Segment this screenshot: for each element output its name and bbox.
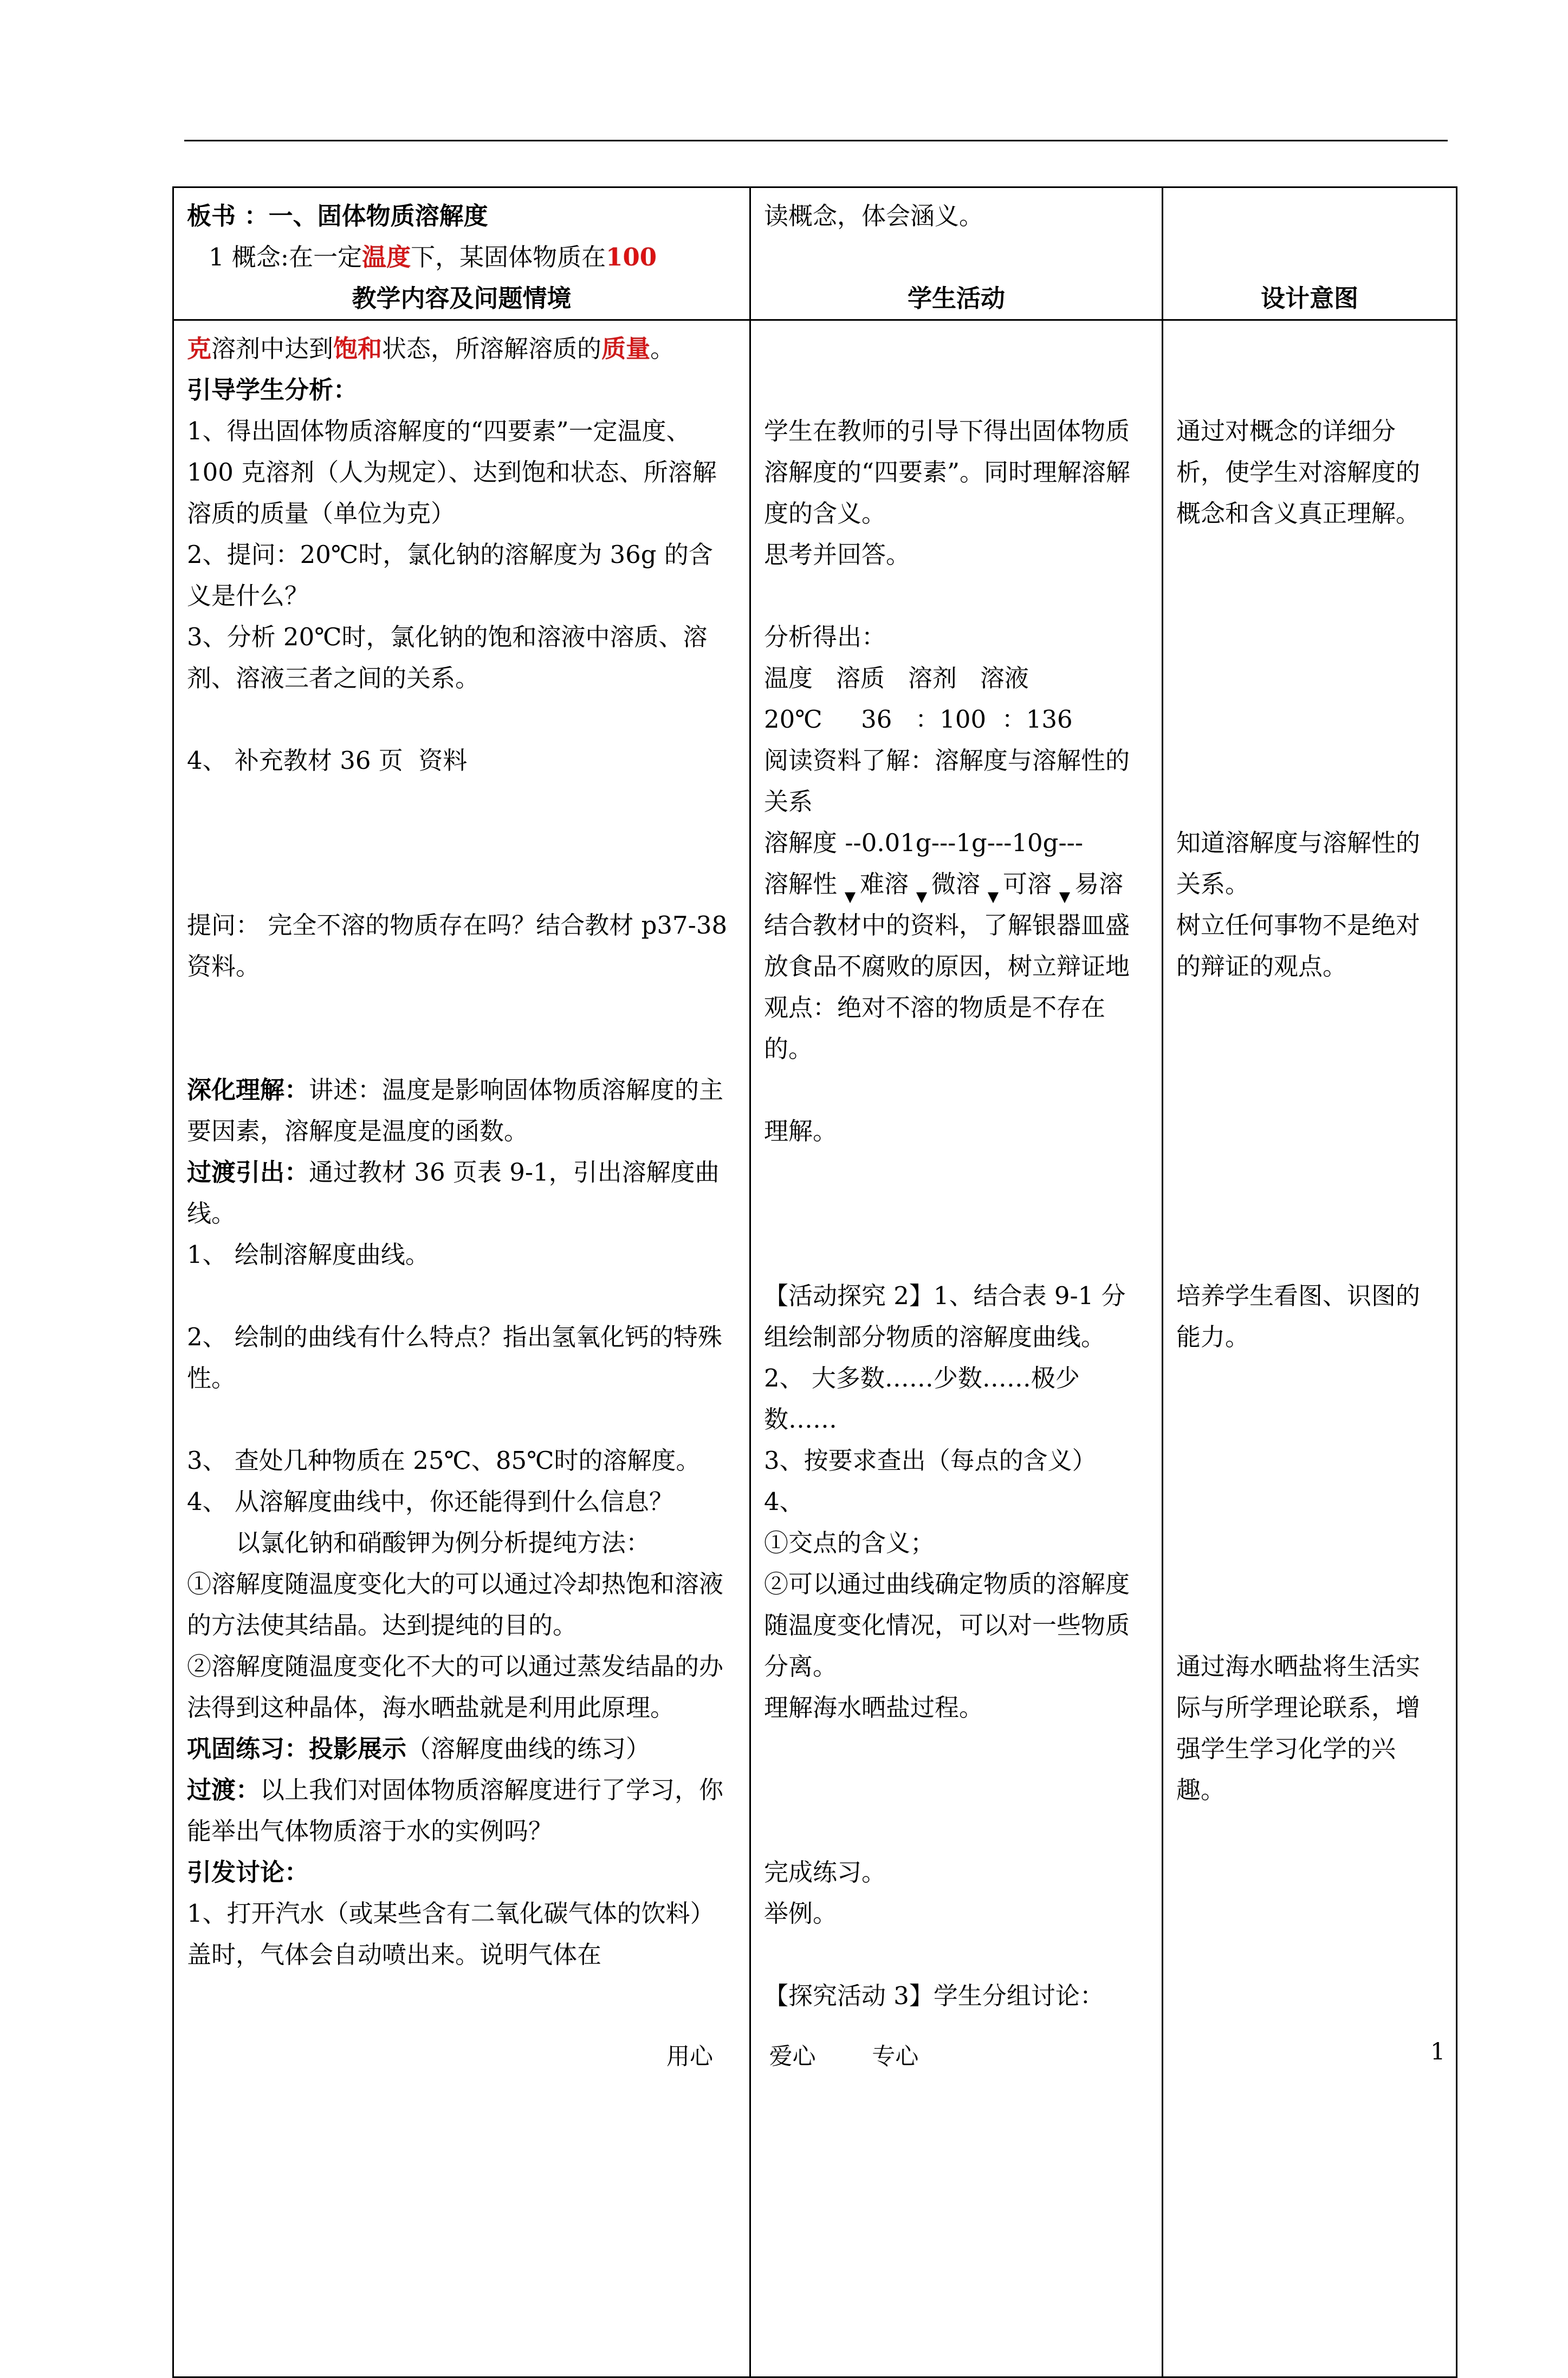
arrow-down-icon	[988, 892, 999, 903]
intent-4: 培养学生看图、识图的能力。	[1176, 1281, 1421, 1351]
ratio-value-row: 20℃ 36 ：100 ：136	[764, 705, 1073, 734]
guide-item-3: 3、分析 20℃时，氯化钠的饱和溶液中溶质、溶剂、溶液三者之间的关系。	[187, 623, 708, 692]
header-cell-content	[173, 187, 750, 320]
ratio-header-row: 温度 溶质 溶剂 溶液	[764, 664, 1029, 692]
discussion-text: 1、打开汽水（或某些含有二氧化碳气体的饮料）盖时，气体会自动喷出来。说明气体在	[187, 1899, 715, 1969]
guide-item-2: 2、提问：20℃时，氯化钠的溶解度为 36g 的含义是什么？	[187, 540, 713, 610]
discussion-title: 引发讨论：	[187, 1858, 309, 1887]
header-rule	[184, 140, 1448, 141]
page-footer	[666, 2038, 967, 2071]
concept-line: 1 概念:在一定温度下，某固体物质在100	[209, 243, 657, 271]
activity-15: 举例。	[764, 1899, 838, 1928]
board-title: 板书 ：一、固体物质溶解度	[187, 202, 488, 230]
method-1: ①溶解度随温度变化大的可以通过冷却热饱和溶液的方法使其结晶。达到提纯的目的。	[187, 1570, 724, 1640]
guide-item-4: 4、 补充教材 36 页 资料	[187, 746, 468, 775]
method-intro: 以氯化钠和硝酸钾为例分析提纯方法：	[236, 1528, 651, 1557]
method-2: ②溶解度随温度变化不大的可以通过蒸发结晶的办法得到这种晶体，海水晒盐就是利用此原理。	[187, 1652, 724, 1722]
guide-title: 引导学生分析：	[187, 375, 358, 404]
column-heading-content: 教学内容及问题情境	[352, 284, 572, 313]
concept-continued: 克溶剂中达到饱和状态，所溶解溶质的质量。	[187, 334, 675, 363]
activity-16: 【探究活动 3】学生分组讨论：	[764, 1981, 1104, 2010]
activity-7: 【活动探究 2】1、结合表 9-1 分组绘制部分物质的溶解度曲线。	[764, 1281, 1126, 1351]
arrow-down-icon	[845, 892, 856, 903]
question-text: 提问： 完全不溶的物质存在吗？结合教材 p37-38 资料。	[187, 911, 735, 981]
transition-intro: 过渡引出：通过教材 36 页表 9-1，引出溶解度曲线。	[187, 1158, 720, 1228]
activity-4: 阅读资料了解：溶解度与溶解性的关系	[764, 746, 1130, 816]
activity-8: 2、 大多数……少数……极少数……	[764, 1364, 1080, 1434]
activity-3: 分析得出：	[764, 623, 886, 651]
content-cell	[173, 320, 750, 2377]
activity-10: 4、	[764, 1487, 804, 1516]
transition-2: 过渡：以上我们对固体物质溶解度进行了学习，你能举出气体物质溶于水的实例吗？	[187, 1776, 724, 1845]
step-3: 3、 查处几种物质在 25℃、85℃时的溶解度。	[187, 1446, 701, 1475]
intent-2: 知道溶解度与溶解性的关系。	[1176, 828, 1421, 898]
deep-understanding: 深化理解：讲述：温度是影响固体物质溶解度的主要因素，溶解度是温度的函数。	[187, 1075, 724, 1145]
footer-word: 用心	[666, 2043, 713, 2070]
activity-9: 3、按要求查出（每点的含义）	[764, 1446, 1097, 1475]
column-heading-activity: 学生活动	[907, 284, 1005, 313]
step-4: 4、 从溶解度曲线中，你还能得到什么信息？	[187, 1487, 673, 1516]
footer-word: 爱心	[769, 2043, 816, 2070]
intent-3: 树立任何事物不是绝对的辩证的观点。	[1176, 911, 1421, 981]
activity-12: ②可以通过曲线确定物质的溶解度随温度变化情况，可以对一些物质分离。	[764, 1570, 1130, 1681]
step-2: 2、 绘制的曲线有什么特点？指出氢氧化钙的特殊性。	[187, 1323, 722, 1392]
activity-13: 理解海水晒盐过程。	[764, 1693, 984, 1722]
activity-2: 思考并回答。	[764, 540, 911, 569]
activity-5: 结合教材中的资料，了解银器皿盛放食品不腐败的原因，树立辩证地观点：绝对不溶的物质是不存在的。	[764, 911, 1130, 1063]
activity-6: 理解。	[764, 1117, 838, 1145]
activity-11: ①交点的含义；	[764, 1528, 935, 1557]
solubility-scale: 溶解度 --0.01g---1g---10g---	[764, 828, 1084, 857]
read-concept-text: 读概念，体会涵义。	[764, 202, 984, 230]
activity-14: 完成练习。	[764, 1858, 886, 1887]
column-heading-intent: 设计意图	[1260, 284, 1358, 313]
header-cell-activity	[750, 187, 1163, 320]
page-number: 1	[1430, 2038, 1446, 2065]
step-1: 1、 绘制溶解度曲线。	[187, 1240, 430, 1269]
table-header-row	[173, 187, 1457, 320]
arrow-down-icon	[1059, 892, 1070, 903]
intent-1: 通过对概念的详细分析，使学生对溶解度的概念和含义真正理解。	[1176, 417, 1421, 528]
practice: 巩固练习：投影展示（溶解度曲线的练习）	[187, 1734, 651, 1763]
activity-1: 学生在教师的引导下得出固体物质溶解度的“四要素”。同时理解溶解度的含义。	[764, 417, 1131, 528]
header-cell-intent	[1163, 187, 1457, 320]
solubility-categories: 溶解性 难溶 微溶 可溶 易溶	[764, 864, 1149, 905]
intent-cell	[1163, 320, 1457, 2377]
footer-word: 专心	[872, 2043, 919, 2070]
guide-item-1: 1、得出固体物质溶解度的“四要素”一定温度、100 克溶剂（人为规定）、达到饱和状态、所溶解溶质的质量（单位为克）	[187, 417, 717, 528]
intent-5: 通过海水晒盐将生活实际与所学理论联系，增强学生学习化学的兴趣。	[1176, 1652, 1421, 1804]
arrow-down-icon	[916, 892, 927, 903]
